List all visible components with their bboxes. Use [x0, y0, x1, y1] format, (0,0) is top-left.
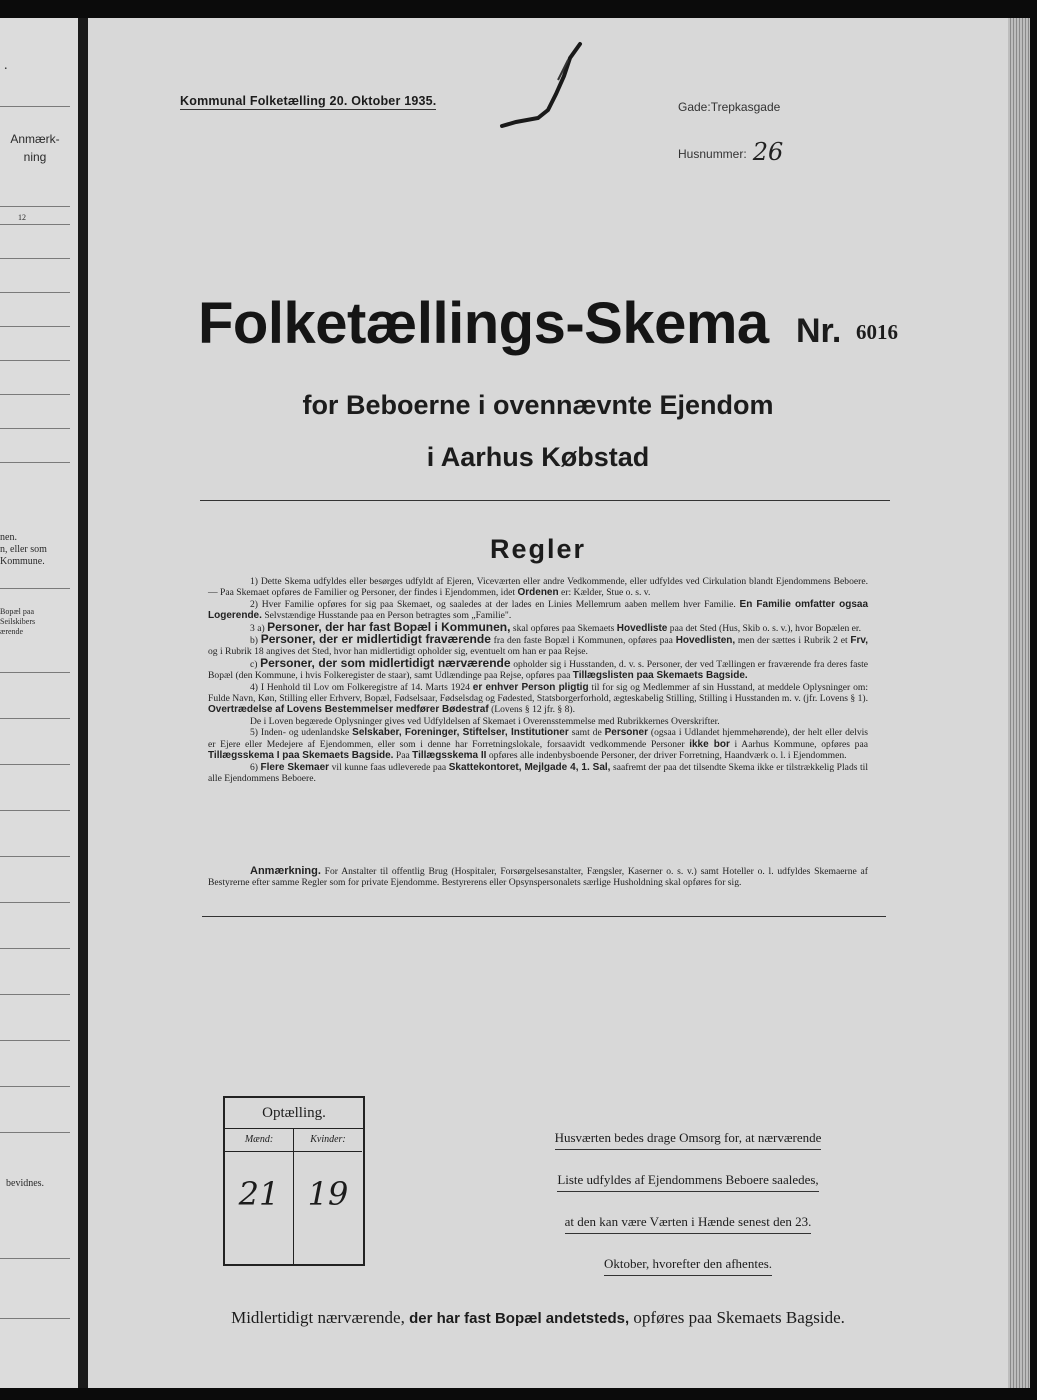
rules-text	[208, 576, 868, 784]
rule-5: 5) Inden- og udenlandske Selskaber, Foreninger, Stiftelser, Institutioner samt de Personer (ogsaa i Udlandet hjemmehørende), der helt eller delvis er Ejere eller Medejere af Ejendommen, eller som i denne har Forretningslokale, forsaavidt vedkommende Personer ikke bor i Aarhus Kommune, opføres paa Tillægsskema I paa Skemaets Bagside. Paa Tillægsskema II opføres alle indenbysboende Personer, der driver Forretning, Haandværk o. l. i Ejendommen.	[208, 727, 869, 762]
gade-field	[678, 100, 780, 114]
notice-line: Husværten bedes drage Omsorg for, at nærværende	[555, 1127, 822, 1150]
notice-line: Liste udfyldes af Ejendommens Beboere saaledes,	[557, 1169, 818, 1192]
left-rule	[0, 292, 70, 293]
left-rule	[0, 258, 70, 259]
anmaerkning-note	[208, 866, 868, 889]
notice-line: Oktober, hvorefter den afhentes.	[604, 1253, 772, 1276]
left-rule	[0, 360, 70, 361]
left-fragment-text: bevidnes.	[6, 1178, 45, 1189]
left-rule	[0, 902, 70, 903]
anmaerkning-label: Anmærkning.	[250, 865, 321, 877]
rule-2: 2) Hver Familie opføres for sig paa Skemaet, og saaledes at der lades en Linies Mellemrum aaben mellem hver Familie. En Familie omfatter ogsaa Logerende. Selvstændige Husstande paa en Person betragtes som „Familie".	[208, 598, 869, 622]
form-title: Folketællings-Skema	[198, 291, 769, 356]
census-header-line: Kommunal Folketælling 20. Oktober 1935.	[180, 94, 437, 108]
optaelling-box	[223, 1096, 365, 1266]
left-fragment-text: ærende	[0, 627, 24, 636]
left-fragment-text: n, eller som	[0, 544, 47, 555]
rule-3c: c) Personer, der som midlertidigt nærværende opholder sig i Husstanden, d. v. s. Personer, der ved Tællingen er fraværende fra deres faste Bopæl (den Kommune, i hvis Folkeregister de staar), samt Udlændinge paa Rejse, opføres paa Tillægslisten paa Skemaets Bagside.	[208, 655, 868, 682]
ink-mark-graphic	[498, 40, 588, 130]
rule-3b: b) Personer, der er midlertidigt fraværende fra den faste Bopæl i Kommunen, opføres paa Hovedlisten, men der sættes i Rubrik 2 et Frv, og i Rubrik 18 angives det Sted, hvor han midlertidigt opholder sig, eventuelt om han er paa Rejse.	[208, 632, 868, 658]
left-rule	[0, 718, 70, 719]
maend-column	[225, 1129, 294, 1264]
kvinder-label: Kvinder:	[294, 1129, 362, 1152]
left-rule	[0, 856, 70, 857]
rule-1: 1) Dette Skema udfyldes eller besørges udfyldt af Ejeren, Viceværten eller andre Vedkommende, eller udfyldes ved Cirkulation blandt Ejendommens Beboere. — Paa Skemaet opføres de Familier og Personer, der findes i Ejendommen, idet Ordenen er: Kælder, Stue o. s. v.	[208, 576, 868, 599]
left-rule	[0, 326, 70, 327]
census-form-page	[88, 18, 1008, 1388]
left-rule	[0, 948, 70, 949]
left-rule	[0, 764, 70, 765]
notice-line: at den kan være Værten i Hænde senest den 23.	[565, 1211, 812, 1234]
form-number-label: Nr.	[796, 312, 842, 350]
rule-6: 6) Flere Skemaer vil kunne faas udleverede paa Skattekontoret, Mejlgade 4, 1. Sal, saafremt der paa det tilsendte Skema ikke er tilstrækkelig Plads til alle Ejendommens Beboere.	[208, 761, 869, 784]
divider	[200, 500, 890, 501]
left-rule	[0, 206, 70, 207]
form-number-value: 6016	[856, 320, 898, 344]
book-gutter	[78, 18, 88, 1388]
left-rule	[0, 106, 70, 107]
left-header-line1: Anmærk-	[10, 132, 60, 146]
left-rule	[0, 994, 70, 995]
left-rule	[0, 1258, 70, 1259]
left-rule	[0, 428, 70, 429]
maend-value: 21	[238, 1175, 280, 1213]
landlord-notice	[508, 1120, 868, 1288]
left-header-line2: ning	[23, 150, 47, 164]
page-edges	[1008, 18, 1030, 1388]
rule-3a: 3 a) Personer, der har fast Bopæl i Kommunen, skal opføres paa Skemaets Hovedliste paa det Sted (Hus, Skib o. s. v.), hvor Bopælen er.	[250, 619, 861, 634]
form-subtitle-1: for Beboerne i ovennævnte Ejendom	[302, 390, 774, 420]
left-fragment-text: Seilskibers	[0, 617, 36, 626]
rules-heading: Regler	[489, 534, 587, 564]
left-fragment-text: Bopæl paa	[0, 607, 34, 616]
rule-4: 4) I Henhold til Lov om Folkeregistre af 14. Marts 1924 er enhver Person pligtig til for sig og Medlemmer af sin Husstand, at meddele Oplysninger om: Fulde Navn, Køn, Stilling eller Erhverv, Bopæl, Fødselsaar, Fødselsdag og Fødested, Statsborgerforhold, ægteskabelig Stilling, Stilling i Husstanden m. v. (jfr. Lovens § 1). Overtrædelse af Lovens Bestemmelser medfører Bødestraf (Lovens § 12 jfr. § 8).	[208, 681, 869, 716]
husnummer-field	[678, 136, 783, 164]
left-rule	[0, 588, 70, 589]
divider	[202, 916, 886, 917]
left-rule	[0, 462, 70, 463]
left-page-fragment	[0, 18, 78, 1388]
left-col-number: 12	[18, 213, 26, 222]
footer-note: Midlertidigt nærværende, der har fast Bopæl andetsteds, opføres paa Skemaets Bagside.	[231, 1308, 845, 1327]
left-rule	[0, 1086, 70, 1087]
kvinder-column	[294, 1129, 362, 1264]
left-dot: .	[4, 58, 8, 73]
husnummer-label: Husnummer:	[678, 147, 747, 161]
husnummer-value: 26	[752, 138, 784, 166]
left-rule	[0, 1040, 70, 1041]
maend-label: Mænd:	[225, 1129, 293, 1152]
left-rule	[0, 1318, 70, 1319]
left-rule	[0, 224, 70, 225]
gade-label: Gade:	[678, 100, 711, 114]
gade-value: Trepkasgade	[710, 100, 781, 114]
left-rule	[0, 672, 70, 673]
form-subtitle-2: i Aarhus Købstad	[426, 442, 650, 472]
anmaerkning-text: For Anstalter til offentlig Brug (Hospitaler, Forsørgelsesanstalter, Fængsler, Kaserner o. s. v.) samt Hoteller o. l. udfyldes Skemaerne af Bestyrerne efter samme Regler som for private Ejendomme. Bestyrerens eller Opsynspersonalets særlige Husholdning skal opføres for sig.	[208, 866, 868, 889]
rule-4-note: De i Loven begærede Oplysninger gives ved Udfyldelsen af Skemaet i Overensstemmelse med Rubrikkernes Overskrifter.	[250, 715, 720, 727]
optaelling-title: Optælling.	[225, 1098, 363, 1129]
kvinder-value: 19	[307, 1175, 349, 1213]
left-rule	[0, 810, 70, 811]
left-rule	[0, 394, 70, 395]
left-rule	[0, 1132, 70, 1133]
left-fragment-text: Kommune.	[0, 556, 45, 567]
left-fragment-text: nen.	[0, 532, 17, 543]
